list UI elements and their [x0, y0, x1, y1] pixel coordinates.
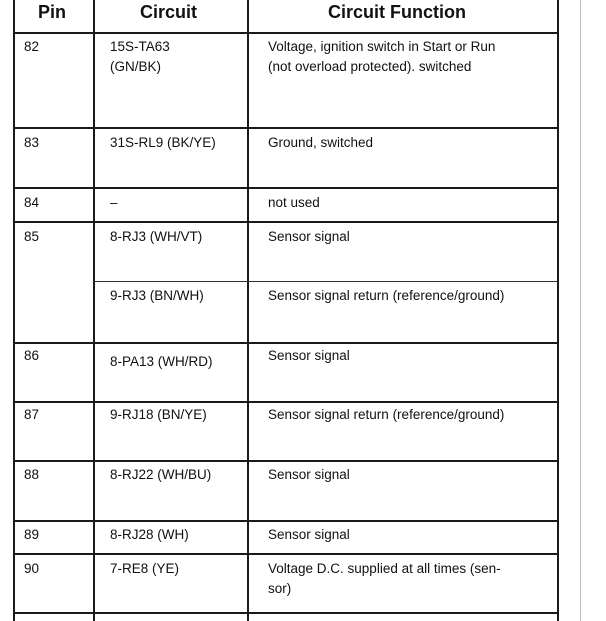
- row-rule: [13, 221, 559, 223]
- row-rule: [13, 127, 559, 129]
- row-rule: [13, 342, 559, 344]
- pin-cell: 83: [24, 135, 40, 150]
- circuit-cell: 8-RJ28 (WH): [110, 527, 189, 542]
- function-cell: not used: [268, 195, 320, 210]
- pin-cell: 89: [24, 527, 40, 542]
- grid-line: [13, 0, 15, 621]
- function-cell: sor): [268, 581, 292, 596]
- function-cell: Sensor signal: [268, 527, 350, 542]
- sub-row-rule: [94, 281, 558, 282]
- function-cell: Voltage, ignition switch in Start or Run: [268, 39, 496, 54]
- function-cell: Sensor signal return (reference/ground): [268, 288, 505, 303]
- header-circuit: Circuit: [140, 2, 198, 22]
- circuit-cell: 31S-RL9 (BK/YE): [110, 135, 216, 150]
- circuit-cell: 15S-TA63: [110, 39, 170, 54]
- header-rule: [13, 32, 559, 34]
- pin-cell: 87: [24, 407, 40, 422]
- grid-line: [93, 0, 95, 621]
- row-rule: [13, 553, 559, 555]
- function-cell: Sensor signal: [268, 348, 350, 363]
- circuit-cell: 7-RE8 (YE): [110, 561, 180, 576]
- pin-cell: 90: [24, 561, 40, 576]
- circuit-cell: 8-RJ3 (WH/VT): [110, 229, 203, 244]
- row-rule: [13, 401, 559, 403]
- grid-line: [247, 0, 249, 621]
- function-cell: Sensor signal: [268, 467, 350, 482]
- row-rule: [13, 612, 559, 614]
- circuit-cell: 9-RJ18 (BN/YE): [110, 407, 207, 422]
- function-cell: Voltage D.C. supplied at all times (sen-: [268, 561, 501, 576]
- header-circuit-function: Circuit Function: [328, 2, 466, 22]
- function-cell: Sensor signal return (reference/ground): [268, 407, 505, 422]
- function-cell: Ground, switched: [268, 135, 374, 150]
- pin-cell: 86: [24, 348, 40, 363]
- row-rule: [13, 520, 559, 522]
- row-rule: [13, 460, 559, 462]
- function-cell: (not overload protected). switched: [268, 59, 472, 74]
- circuit-cell: 8-PA13 (WH/RD): [110, 354, 213, 369]
- row-rule: [13, 187, 559, 189]
- pin-cell: 82: [24, 39, 40, 54]
- grid-line: [580, 0, 581, 621]
- circuit-cell: –: [110, 195, 118, 210]
- pin-cell: 84: [24, 195, 40, 210]
- circuit-cell: 8-RJ22 (WH/BU): [110, 467, 212, 482]
- circuit-cell: 9-RJ3 (BN/WH): [110, 288, 204, 303]
- circuit-cell: (GN/BK): [110, 59, 162, 74]
- pin-cell: 88: [24, 467, 40, 482]
- header-pin: Pin: [38, 2, 67, 22]
- grid-line: [557, 0, 559, 621]
- function-cell: Sensor signal: [268, 229, 350, 244]
- pin-cell: 85: [24, 229, 40, 244]
